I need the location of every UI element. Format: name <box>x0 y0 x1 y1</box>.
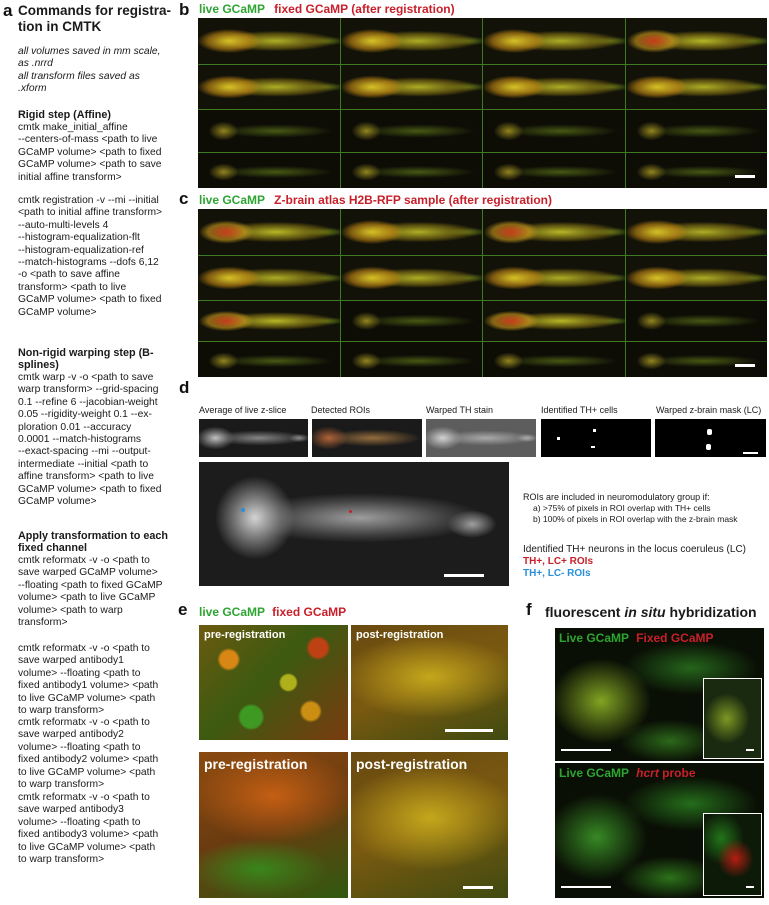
panel-c-tile <box>626 301 768 341</box>
f-top-image <box>555 628 764 761</box>
panel-b-label <box>199 2 455 16</box>
legend-lc-minus: TH+, LC- ROIs <box>523 568 591 579</box>
e-bottom-post-label: post-registration <box>356 756 468 772</box>
rigid-command-2: cmtk registration -v --mi --initial <path to initial affine transform> --auto-multi-levels 4 --histogram-equalization-flt --histogram-equalization-ref --match-histograms --dofs 6,12 -o <path to save affine transform> <path to live GCaMP volume> <path to fixed GCaMP volume> <box>18 195 163 318</box>
apply-command-1: cmtk reformatx -v -o <path to save warped GCaMP volume> --floating <path to fixed GCaMP volume> <path to live GCaMP volume> <path to warp transform> <box>18 555 163 629</box>
criteria-a: a) >75% of pixels in ROI overlap with TH+ cells <box>533 503 711 513</box>
f-top-label-red: Fixed GCaMP <box>636 631 714 645</box>
scale-bar <box>463 886 493 889</box>
panel-b-tile <box>198 18 340 64</box>
panel-b-tile <box>626 110 768 152</box>
scale-bar <box>735 175 755 178</box>
apply-command-2: cmtk reformatx -v -o <path to save warped antibody1 volume> --floating <path to fixed antibody1 volume> <path to live GCaMP volume> <path to warp transform> <box>18 643 159 717</box>
thumb-label-2: Detected ROIs <box>311 405 371 415</box>
panel-b-tile <box>483 65 625 109</box>
thumb-detected-rois <box>312 419 422 457</box>
panel-b-label-green: live GCaMP <box>199 2 265 16</box>
panel-b-tile <box>341 110 483 152</box>
panel-f-title-italic: in situ <box>624 604 666 620</box>
panel-c-tile <box>626 342 768 377</box>
f-bottom-label-green: Live GCaMP <box>559 766 629 780</box>
thumb-label-5: Warped z-brain mask (LC) <box>656 405 762 415</box>
panel-c-tile <box>341 301 483 341</box>
d-main-image <box>199 462 509 586</box>
nonrigid-heading: Non-rigid warping step (B- splines) <box>18 347 154 372</box>
thumb-th-cells <box>541 419 651 457</box>
legend-title: Identified TH+ neurons in the locus coeruleus (LC) <box>523 544 746 555</box>
e-top-pre-image <box>199 625 348 740</box>
panel-b-tile <box>341 65 483 109</box>
panel-c-tile <box>341 256 483 300</box>
panel-c-tile <box>626 256 768 300</box>
panel-a-title: Commands for registra- tion in CMTK <box>18 3 172 34</box>
panel-c-label <box>199 193 552 207</box>
thumb-zbrain-mask <box>655 419 766 457</box>
panel-f-title-post: hybridization <box>665 604 757 620</box>
criteria-b: b) 100% of pixels in ROI overlap with the z-brain mask <box>533 514 738 524</box>
f-top-inset <box>703 678 762 759</box>
e-top-post-image <box>351 625 508 740</box>
panel-c-tile <box>341 342 483 377</box>
panel-c-tile <box>483 256 625 300</box>
panel-f-title-pre: fluorescent <box>545 604 625 620</box>
lc-plus-roi <box>349 510 352 513</box>
e-bottom-pre-image <box>199 752 348 898</box>
legend-lc-plus: TH+, LC+ ROIs <box>523 556 594 567</box>
nonrigid-command: cmtk warp -v -o <path to save warp transform> --grid-spacing 0.1 --refine 6 --jacobian-weight 0.05 --rigidity-weight 0.1 --ex- ploration 0.01 --accuracy 0.0001 --match-histograms --exact-spacing --mi --output- intermediate --initial <path to affine transform> <path to live GCaMP volume> <path to fixed GCaMP volume> <box>18 372 162 508</box>
thumb-label-1: Average of live z-slice <box>199 405 287 415</box>
panel-c-tile <box>483 342 625 377</box>
e-top-post-label: post-registration <box>356 629 444 641</box>
panel-c-tile <box>198 209 340 255</box>
panel-b-label-red: fixed GCaMP (after registration) <box>274 2 455 16</box>
panel-b-tile <box>626 65 768 109</box>
f-bottom-label-red-italic: hcrt <box>636 766 659 780</box>
scale-bar <box>746 749 754 751</box>
panel-d-letter: d <box>179 378 190 397</box>
e-top-pre-label: pre-registration <box>204 629 286 641</box>
f-bottom-label <box>559 766 696 780</box>
thumb-label-3: Warped TH stain <box>426 405 494 415</box>
scale-bar <box>746 886 754 888</box>
panel-c-tile <box>483 301 625 341</box>
panel-b-tile <box>626 153 768 188</box>
scale-bar <box>445 729 493 732</box>
apply-command-3: cmtk reformatx -v -o <path to save warped antibody2 volume> --floating <path to fixed antibody2 volume> <path to live GCaMP volume> <path to warp transform> <box>18 717 159 791</box>
panel-b-tile <box>483 18 625 64</box>
panel-f-letter: f <box>526 600 532 619</box>
panel-f-title <box>545 604 757 620</box>
panel-b-tile <box>198 110 340 152</box>
panel-a-notes: all volumes saved in mm scale, as .nrrd all transform files saved as .xform <box>18 46 161 95</box>
thumb-label-4: Identified TH+ cells <box>541 405 618 415</box>
panel-e-label <box>199 605 346 619</box>
rigid-command-1: cmtk make_initial_affine --centers-of-mass <path to live GCaMP volume> <path to fixed GCaMP volume> <path to save initial affine transform> <box>18 122 162 183</box>
rigid-heading: Rigid step (Affine) <box>18 109 111 121</box>
panel-b-tile <box>483 110 625 152</box>
f-top-label-green: Live GCaMP <box>559 631 629 645</box>
panel-b-image-grid <box>198 18 767 188</box>
f-bottom-inset <box>703 813 762 896</box>
panel-c-label-red: Z-brain atlas H2B-RFP sample (after registration) <box>274 193 552 207</box>
panel-b-tile <box>341 18 483 64</box>
thumb-average-slice <box>199 419 308 457</box>
criteria-title: ROIs are included in neuromodulatory group if: <box>523 492 710 502</box>
panel-c-tile <box>198 301 340 341</box>
panel-e-label-red: fixed GCaMP <box>272 605 347 619</box>
panel-c-tile <box>198 342 340 377</box>
panel-a-letter: a <box>3 1 13 20</box>
panel-c-tile <box>341 209 483 255</box>
panel-c-tile <box>483 209 625 255</box>
scale-bar <box>561 749 611 751</box>
panel-c-tile <box>626 209 768 255</box>
panel-b-tile <box>626 18 768 64</box>
panel-b-tile <box>341 153 483 188</box>
scale-bar <box>561 886 611 888</box>
panel-c-letter: c <box>179 189 189 208</box>
lc-minus-roi <box>241 508 245 512</box>
panel-e-letter: e <box>178 600 188 619</box>
scale-bar <box>743 452 758 454</box>
apply-heading: Apply transformation to each fixed channel <box>18 530 168 555</box>
f-bottom-label-red: probe <box>658 766 696 780</box>
e-bottom-post-image <box>351 752 508 898</box>
apply-command-4: cmtk reformatx -v -o <path to save warped antibody3 volume> --floating <path to fixed antibody3 volume> <path to live GCaMP volume> <path to warp transform> <box>18 792 159 866</box>
panel-c-label-green: live GCaMP <box>199 193 265 207</box>
panel-b-tile <box>198 65 340 109</box>
scale-bar <box>444 574 484 577</box>
f-bottom-image <box>555 763 764 898</box>
scale-bar <box>735 364 755 367</box>
panel-c-image-grid <box>198 209 767 377</box>
panel-b-letter: b <box>179 0 190 19</box>
panel-b-tile <box>198 153 340 188</box>
panel-c-tile <box>198 256 340 300</box>
panel-e-label-green: live GCaMP <box>199 605 265 619</box>
f-top-label <box>559 631 714 645</box>
thumb-warped-th <box>426 419 536 457</box>
e-bottom-pre-label: pre-registration <box>204 756 308 772</box>
panel-b-tile <box>483 153 625 188</box>
